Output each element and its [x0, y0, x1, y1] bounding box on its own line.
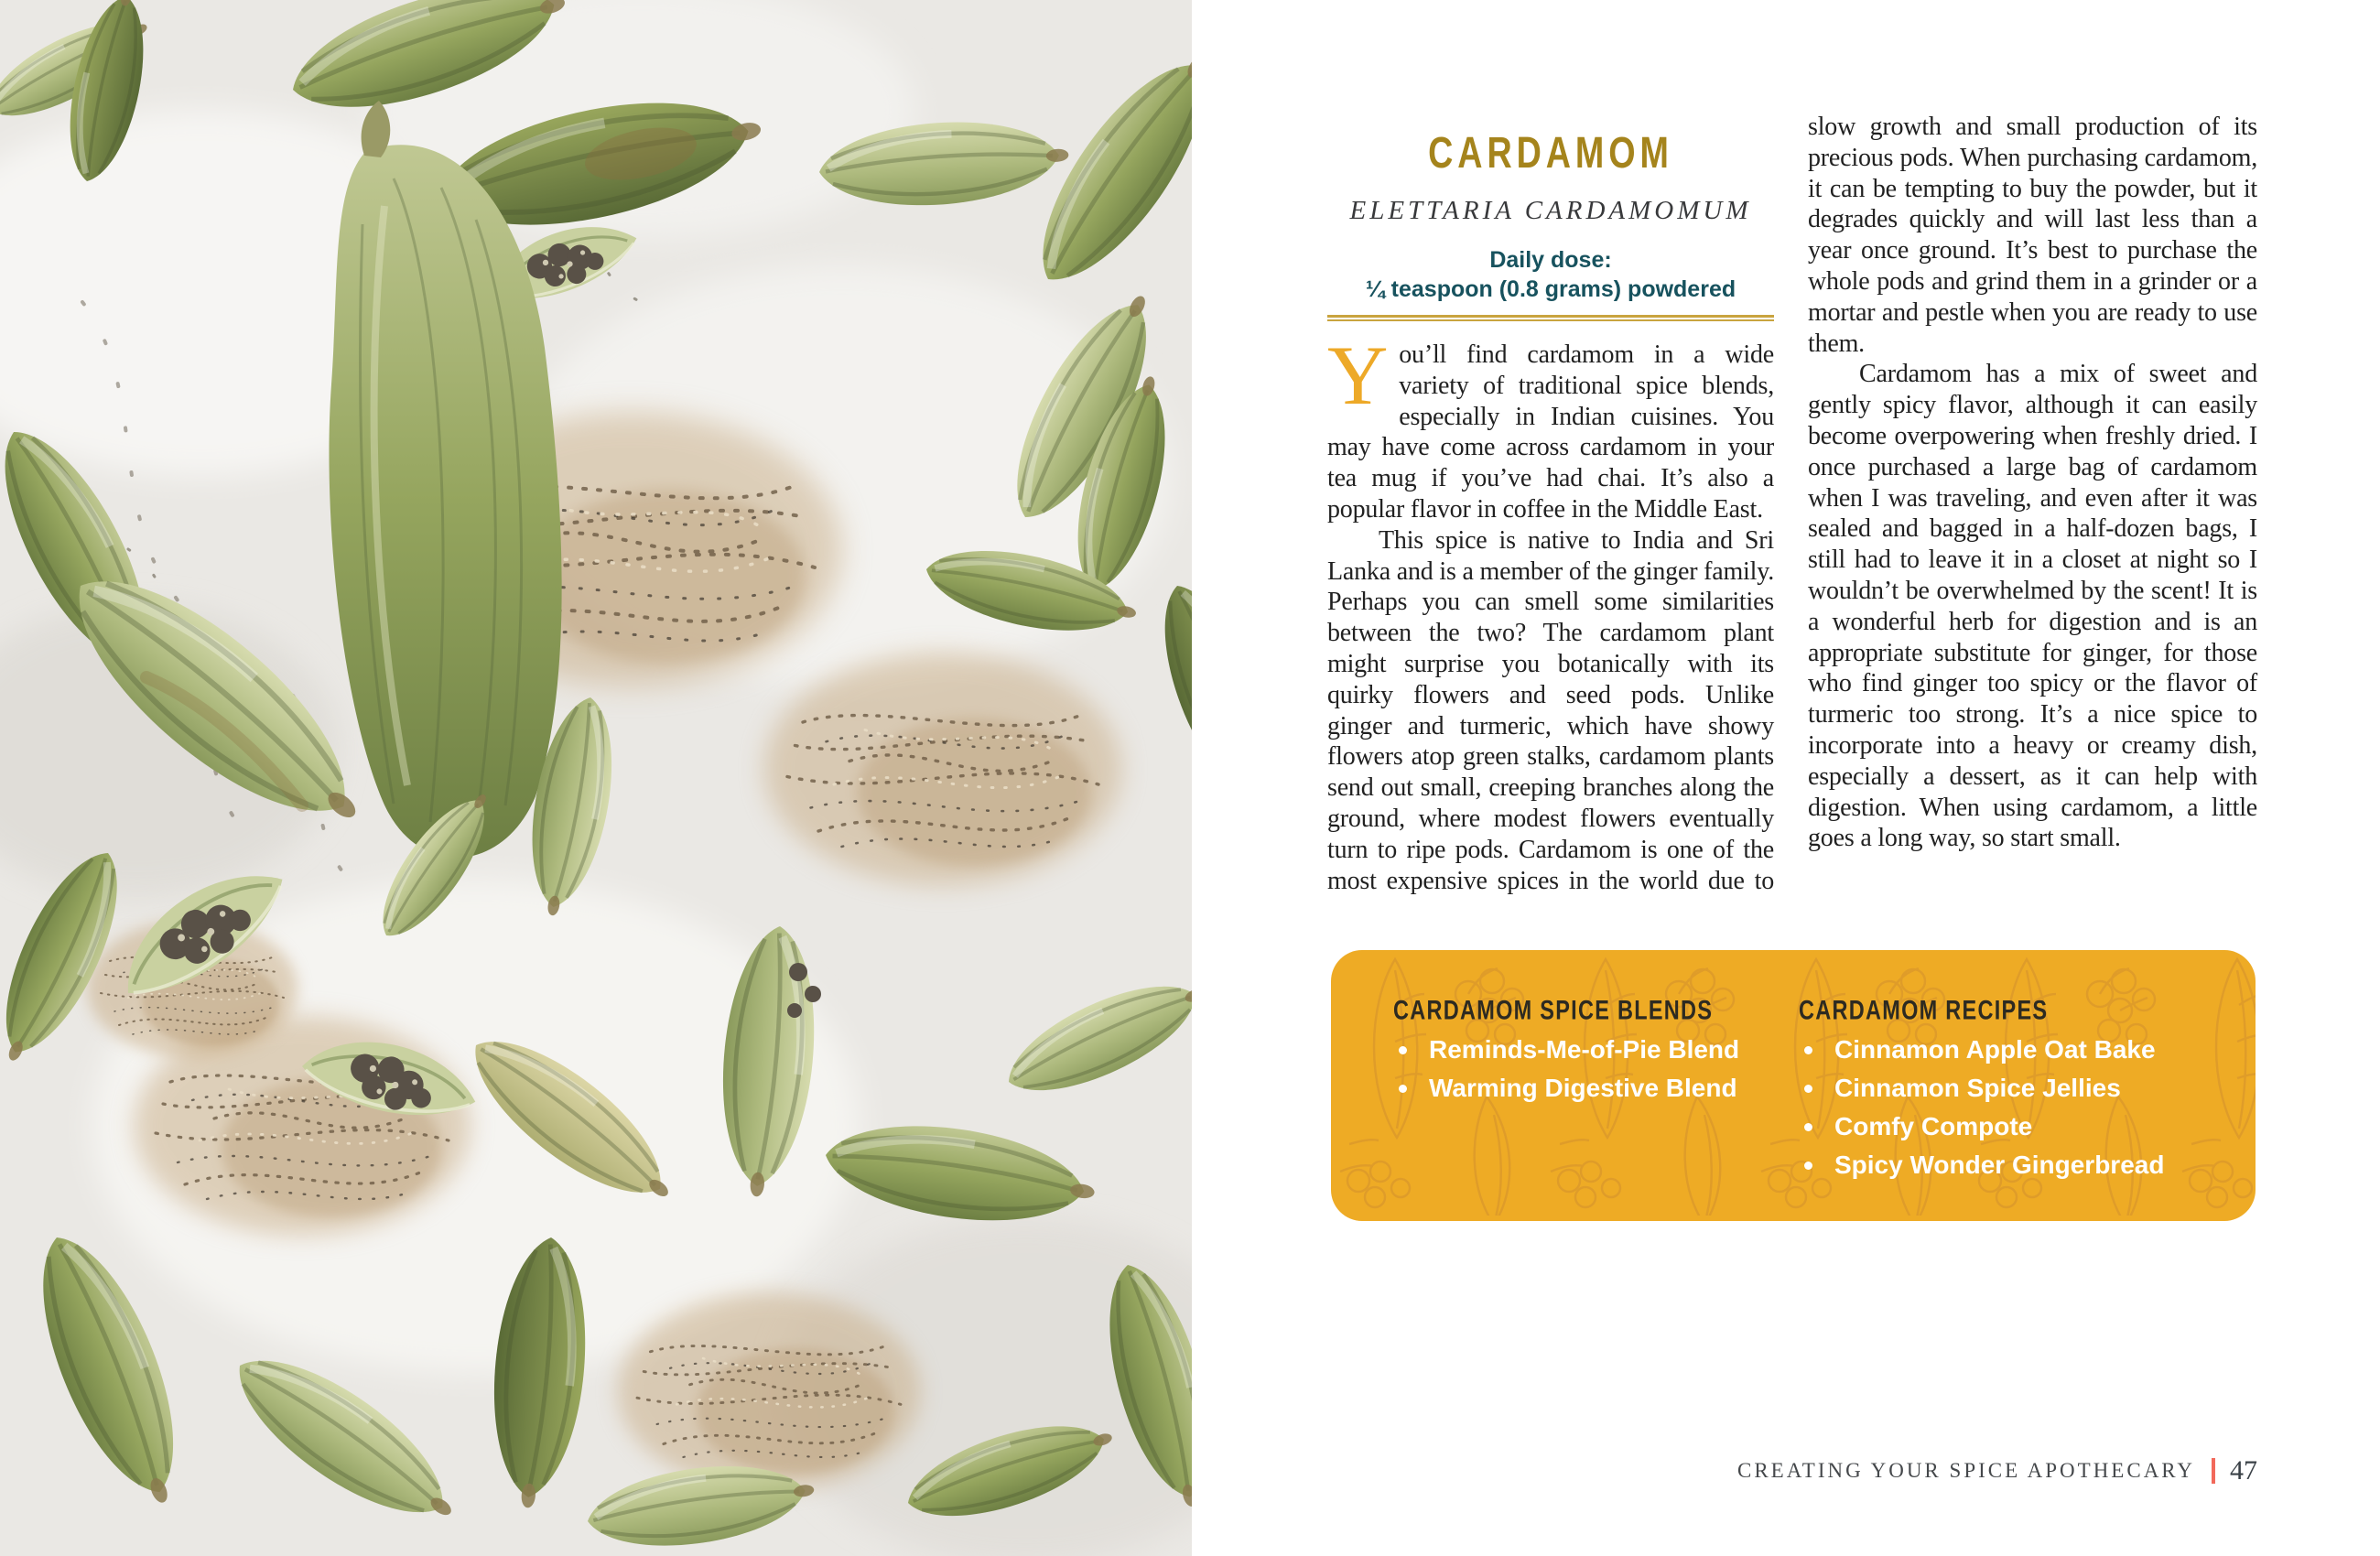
bullet-icon: [1804, 1085, 1812, 1093]
spice-blends-list: [1393, 1036, 1799, 1102]
text-column-2: [1808, 112, 2257, 854]
botanical-name: ELETTARIA CARDAMOMUM: [1349, 196, 1752, 225]
callout-columns: [1331, 950, 2256, 1190]
page-footer: [1737, 1455, 2257, 1486]
bullet-icon: [1804, 1046, 1812, 1054]
text-column-1: [1327, 117, 1774, 896]
running-head: CREATING YOUR SPICE APOTHECARY: [1736, 1459, 2195, 1482]
daily-dose: [1327, 245, 1774, 304]
list-item-label: Warming Digestive Blend: [1429, 1074, 1737, 1102]
drop-cap: Y: [1327, 329, 1389, 422]
spice-blends-section: [1393, 996, 1799, 1190]
recipes-list: [1799, 1036, 2192, 1179]
body-paragraph-2: This spice is native to India and Sri Lanka and is a member of the ginger family. Perhaps you can smell some similarities between the two? The cardamom plant might surprise you botanically with its quirky flowers and seed pods. Unlike ginger and turmeric, which have showy flowers atop green stalks, cardamom plants send out small, creeping branches along the ground, where modest flowers eventually turn to ripe pods. Cardamom is one of the most expensive spices in the world due to: [1327, 525, 1774, 895]
daily-dose-value: ¼ teaspoon (0.8 grams) powdered: [1365, 276, 1736, 302]
page-title: CARDAMOM: [1428, 126, 1673, 178]
bullet-icon: [1399, 1046, 1407, 1054]
body-paragraph-1: [1327, 329, 1774, 525]
callout-box: [1331, 950, 2256, 1221]
list-item: [1799, 1075, 2192, 1102]
right-page: [1192, 0, 2380, 1556]
recipes-section: [1799, 996, 2192, 1190]
spice-blends-heading: CARDAMOM SPICE BLENDS: [1393, 994, 1714, 1025]
footer-divider: [2212, 1458, 2215, 1484]
list-item-label: Comfy Compote: [1834, 1112, 2033, 1140]
list-item: [1799, 1036, 2192, 1064]
body-paragraph-3: slow growth and small production of its precious pods. When purchasing cardamom, it can be tempting to buy the powder, but it degrades quickly and will last less than a year once ground. It’s best to purchase the whole pods and grind them in a grinder or a mortar and pestle when you are ready to use them.: [1808, 113, 2257, 358]
paragraph-text: ou’ll find cardamom in a wide variety of traditional spice blends, especially in Indian cuisines. You may have come across cardamom in your tea mug if you’ve had chai. It’s also a popular flavor in coffee in the Middle East.: [1327, 340, 1774, 524]
bullet-icon: [1399, 1085, 1407, 1093]
list-item: [1393, 1075, 1799, 1102]
recipes-heading: CARDAMOM RECIPES: [1799, 994, 2049, 1025]
list-item: [1799, 1113, 2192, 1140]
bullet-icon: [1804, 1123, 1812, 1131]
list-item: [1393, 1036, 1799, 1064]
body-paragraph-4: Cardamom has a mix of sweet and gently spicy flavor, although it can easily become overpowering when freshly dried. I once purchased a large bag of cardamom when I was traveling, and even after it was sealed and bagged in a half-dozen bags, I still had to leave it in a closet at night so I wouldn’t be overwhelmed by the scent! It is a wonderful herb for digestion and is an appropriate substitute for ginger, for those who find ginger too spicy or the flavor of turmeric too strong. It’s a nice spice to incorporate into a heavy or creamy dish, especially a dessert, as it can help with digestion. When using cardamom, a little goes a long way, so start small.: [1808, 360, 2257, 853]
bullet-icon: [1804, 1162, 1812, 1170]
list-item-label: Cinnamon Spice Jellies: [1834, 1074, 2121, 1102]
list-item-label: Cinnamon Apple Oat Bake: [1834, 1035, 2156, 1064]
list-item-label: Spicy Wonder Gingerbread: [1834, 1151, 2165, 1179]
list-item: [1799, 1151, 2192, 1179]
daily-dose-label: Daily dose:: [1489, 247, 1612, 273]
page-number: 47: [2230, 1455, 2257, 1486]
list-item-label: Reminds-Me-of-Pie Blend: [1429, 1035, 1740, 1064]
gold-double-rule: [1327, 315, 1774, 321]
